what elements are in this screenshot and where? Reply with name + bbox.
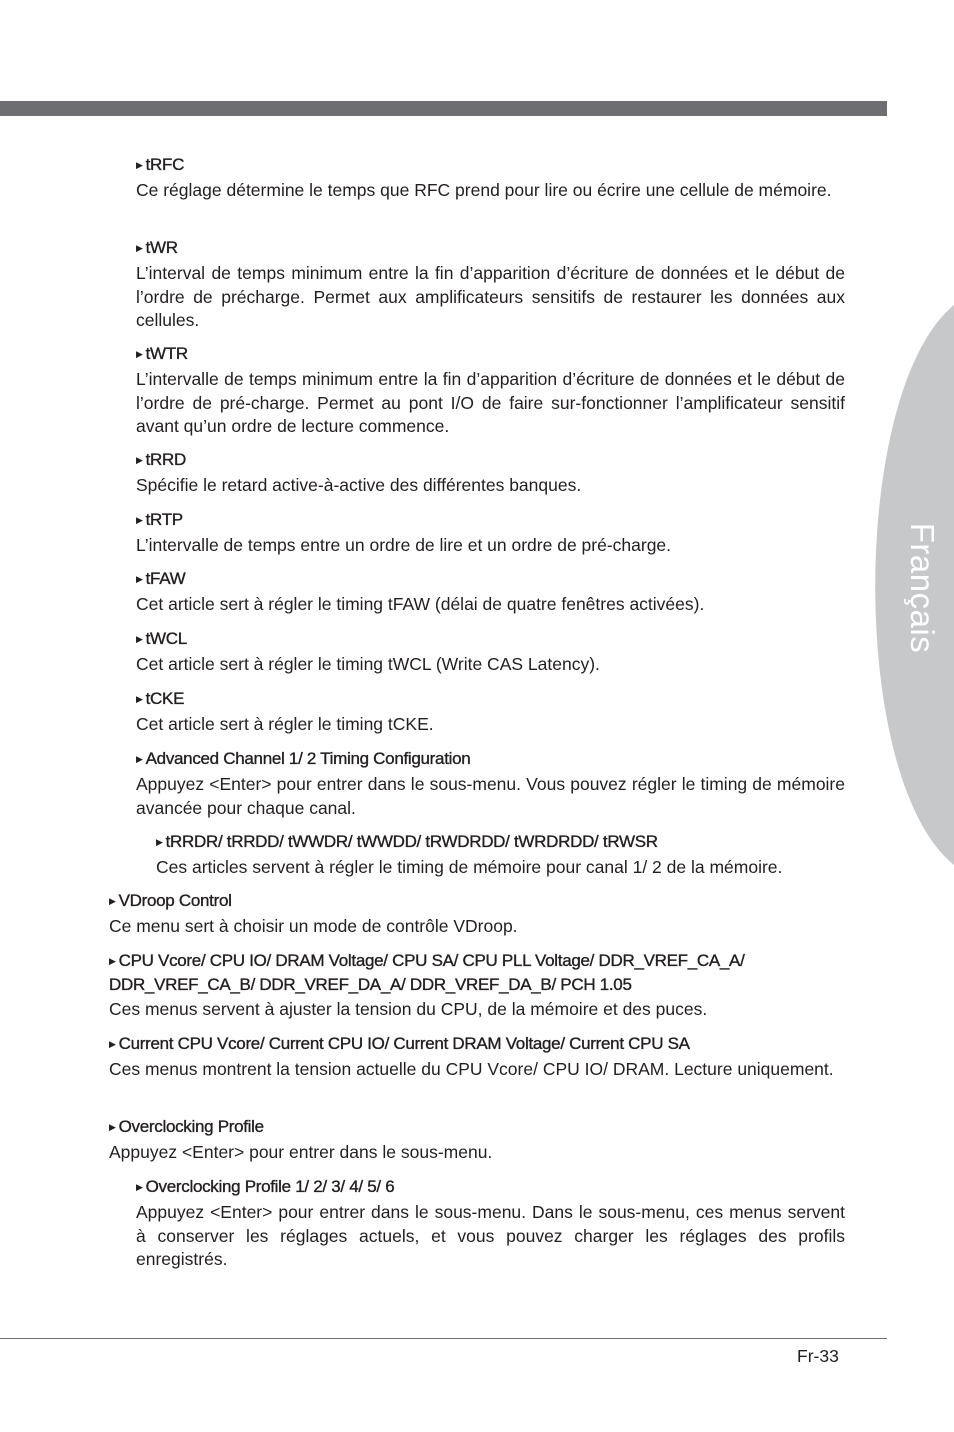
section-overclocking-profiles-list	[136, 1175, 845, 1272]
arrow-right-icon: ▶	[136, 1182, 143, 1192]
section-heading	[136, 747, 845, 771]
section-heading	[109, 1032, 845, 1056]
heading-text: Overclocking Profile	[118, 1117, 264, 1136]
arrow-right-icon: ▶	[109, 956, 116, 966]
heading-text: tRTP	[145, 510, 183, 529]
section-heading	[136, 448, 845, 472]
section-description: Cet article sert à régler le timing tCKE.	[136, 714, 434, 734]
language-label: Français	[904, 522, 941, 654]
heading-text: Overclocking Profile 1/ 2/ 3/ 4/ 5/ 6	[145, 1177, 395, 1196]
section-heading	[109, 1115, 845, 1139]
section-description: Ces menus servent à ajuster la tension du CPU, de la mémoire et des puces.	[109, 999, 708, 1019]
arrow-right-icon: ▶	[156, 837, 163, 847]
section-description: Ces articles servent à régler le timing de mémoire pour canal 1/ 2 de la mémoire.	[156, 857, 783, 877]
arrow-right-icon: ▶	[136, 349, 143, 359]
section-heading	[136, 236, 845, 260]
section-twr	[136, 236, 845, 333]
arrow-right-icon: ▶	[136, 634, 143, 644]
arrow-right-icon: ▶	[136, 754, 143, 764]
section-heading	[109, 889, 845, 913]
arrow-right-icon: ▶	[109, 1122, 116, 1132]
section-heading	[136, 627, 845, 651]
section-voltages	[109, 949, 845, 1022]
heading-text: CPU Vcore/ CPU IO/ DRAM Voltage/ CPU SA/ CPU PLL Voltage/ DDR_VREF_CA_A/ DDR_VREF_CA_B/ DDR_VREF_DA_A/ DDR_VREF_DA_B/ PCH 1.05	[109, 951, 745, 994]
heading-text: VDroop Control	[118, 891, 232, 910]
section-description: Cet article sert à régler le timing tWCL (Write CAS Latency).	[136, 654, 600, 674]
section-trtp	[136, 508, 845, 558]
section-tfaw	[136, 567, 845, 617]
heading-text: tRFC	[145, 155, 185, 174]
section-vdroop-control	[109, 889, 845, 939]
section-description: L’interval de temps minimum entre la fin d’apparition d’écriture de données et le début de l’ordre de précharge. Permet aux amplificateurs sensitifs de restaurer les données aux cellules.	[136, 263, 845, 330]
section-advanced-channel	[136, 747, 845, 820]
section-description: L’intervalle de temps entre un ordre de lire et un ordre de pré-charge.	[136, 535, 672, 555]
section-trfc	[136, 153, 845, 203]
heading-text: Advanced Channel 1/ 2 Timing Configuration	[145, 749, 471, 768]
section-twcl	[136, 627, 845, 677]
arrow-right-icon: ▶	[136, 694, 143, 704]
page-number: Fr-33	[797, 1346, 839, 1366]
section-description: Appuyez <Enter> pour entrer dans le sous-menu. Dans le sous-menu, ces menus servent à conserver les réglages actuels, et vous pouvez charger les réglages des profils enregistrés.	[136, 1202, 845, 1269]
section-heading	[136, 567, 845, 591]
footer-rule	[0, 1338, 887, 1339]
section-heading	[136, 687, 845, 711]
heading-text: tWR	[145, 238, 178, 257]
section-description: Ces menus montrent la tension actuelle du CPU Vcore/ CPU IO/ DRAM. Lecture uniquement.	[109, 1059, 834, 1079]
heading-text: tRRDR/ tRRDD/ tWWDR/ tWWDD/ tRWDRDD/ tWRDRDD/ tRWSR	[165, 832, 658, 851]
section-heading	[136, 342, 845, 366]
section-tcke	[136, 687, 845, 737]
heading-text: tCKE	[145, 689, 185, 708]
arrow-right-icon: ▶	[109, 896, 116, 906]
heading-text: tWTR	[145, 344, 188, 363]
section-description: L’intervalle de temps minimum entre la fin d’apparition d’écriture de données et le début de l’ordre de pré-charge. Permet au pont I/O de faire sur-fonctionner l’amplificateur sensitif avant qu’un ordre de lecture commence.	[136, 369, 845, 436]
heading-text: tWCL	[145, 629, 187, 648]
section-heading	[136, 508, 845, 532]
section-heading	[136, 153, 845, 177]
section-description: Ce menu sert à choisir un mode de contrôle VDroop.	[109, 916, 518, 936]
section-description: Ce réglage détermine le temps que RFC prend pour lire ou écrire une cellule de mémoire.	[136, 180, 832, 200]
arrow-right-icon: ▶	[136, 160, 143, 170]
arrow-right-icon: ▶	[136, 515, 143, 525]
section-heading	[156, 830, 845, 854]
heading-text: tRRD	[145, 450, 186, 469]
heading-text: tFAW	[145, 569, 186, 588]
arrow-right-icon: ▶	[109, 1039, 116, 1049]
section-description: Appuyez <Enter> pour entrer dans le sous-menu.	[109, 1142, 493, 1162]
section-description: Appuyez <Enter> pour entrer dans le sous-menu. Vous pouvez régler le timing de mémoire avancée pour chaque canal.	[136, 774, 845, 818]
section-heading	[109, 949, 845, 996]
heading-text: Current CPU Vcore/ Current CPU IO/ Current DRAM Voltage/ Current CPU SA	[118, 1034, 690, 1053]
section-heading	[136, 1175, 845, 1199]
arrow-right-icon: ▶	[136, 455, 143, 465]
section-description: Cet article sert à régler le timing tFAW (délai de quatre fenêtres activées).	[136, 594, 705, 614]
section-current-voltages	[109, 1032, 845, 1082]
section-channel-timings	[156, 830, 845, 880]
arrow-right-icon: ▶	[136, 243, 143, 253]
section-twtr	[136, 342, 845, 439]
section-overclocking-profile	[109, 1115, 845, 1165]
section-trrd	[136, 448, 845, 498]
arrow-right-icon: ▶	[136, 574, 143, 584]
section-description: Spécifie le retard active-à-active des différentes banques.	[136, 475, 582, 495]
